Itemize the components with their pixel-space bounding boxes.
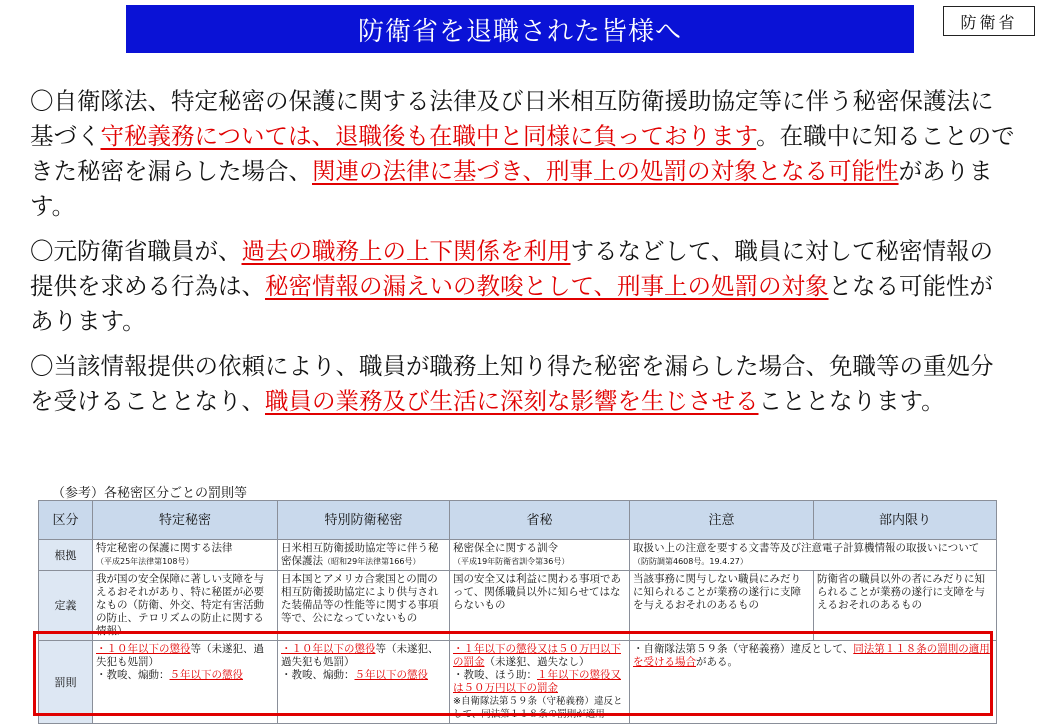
column-header: 注意 [630,501,814,540]
cell-text: （未遂犯、過失なし） [484,656,590,668]
page-title: 防衛省を退職された皆様へ [357,16,682,47]
cell-note: （平成19年防衛省訓令第36号） [453,557,570,566]
paragraph-text: 〇当該情報提供の依頼により、職員が職務上知り得た秘密を漏らした場合、免職等の重処分を受けることとなり、 [30,352,994,415]
table-cell: 国の安全又は利益に関わる事項であって、関係職員以外に知らせてはならないもの [450,571,630,641]
table-cell: 我が国の安全保障に著しい支障を与えるおそれがあり、特に秘匿が必要なもの（防衛、外交、特定有害活動の防止、テロリズムの防止に関する情報） [93,571,278,641]
paragraph-text: こととなります。 [758,387,945,415]
page-title-banner [126,5,914,53]
column-header: 省秘 [450,501,630,540]
paragraph-consequences [30,349,1015,419]
cell-text: 日米相互防衛援助協定等に伴う秘密保護法 [281,542,439,567]
table-cell [278,641,450,724]
cell-text: 秘密保全に関する訓令 [453,542,558,554]
table-cell: 当該事務に関与しない職員にみだりに知られることが業務の遂行に支障を与えるおそれのあるもの [630,571,814,641]
notice-body [30,84,1015,429]
row-header: 根拠 [39,540,93,571]
cell-note: （平成25年法律第108号） [96,557,194,566]
penalty-text: ５年以下の懲役 [354,669,428,681]
table-cell [93,641,278,724]
emphasis-text: 関連の法律に基づき、刑事上の処罰の対象となる可能性 [312,157,899,185]
penalty-text: １年以下の懲役又は５０万円以下の罰金 [453,669,621,694]
cell-note: （昭和29年法律第166号） [323,557,421,566]
paragraph-text: となる可能性があります。 [30,272,994,335]
table-cell [630,641,997,724]
paragraph-text: があります。 [30,157,993,220]
cell-text: 特定秘密の保護に関する法律 [96,542,233,554]
table-caption: （参考）各秘密区分ごとの罰則等 [52,486,248,501]
cell-text: ・教唆、ほう助： [453,669,537,681]
column-header: 区分 [39,501,93,540]
row-header: 罰則 [39,641,93,724]
penalty-text: ・１０年以下の懲役 [96,643,191,655]
cell-text: がある。 [696,656,738,668]
emphasis-text: 職員の業務及び生活に深刻な影響を生じさせる [265,387,759,415]
cell-note: （防防調第4608号。19.4.27） [633,557,748,566]
row-header: 定義 [39,571,93,641]
emphasis-text: 秘密情報の漏えいの教唆として、刑事上の処罰の対象 [265,272,829,300]
cell-text: ・自衛隊法第５９条（守秘義務）違反として、 [633,643,854,655]
penalty-text: ・１０年以下の懲役 [281,643,376,655]
table-cell [450,540,630,571]
table-cell [93,540,278,571]
paragraph-former-staff [30,234,1015,339]
column-header: 特別防衛秘密 [278,501,450,540]
cell-text: 等（未遂犯、過失犯も処罰） [281,643,439,668]
penalty-text: ・１年以下の懲役又は５０万円以下の罰金 [453,643,621,668]
penalty-text: ５年以下の懲役 [169,669,243,681]
paragraph-text: 。在職中に知ることのできた秘密を漏らした場合、 [30,122,1015,185]
cell-text: ・教唆、煽動： [96,669,170,681]
table-row-penalty [39,641,997,724]
cell-text: 取扱い上の注意を要する文書等及び注意電子計算機情報の取扱いについて [633,542,980,554]
table-cell [278,540,450,571]
column-header: 部内限り [814,501,997,540]
secret-classification-table [38,500,997,724]
paragraph-confidentiality [30,84,1015,224]
emphasis-text: 過去の職務上の上下関係を利用 [241,237,571,265]
table-row-definition [39,571,997,641]
paragraph-text: 〇元防衛省職員が、 [30,237,242,265]
cell-note: ※自衛隊法第５９条（守秘義務）違反として、同法第１１８条の罰則が適用 [453,696,623,720]
table-cell [630,540,997,571]
column-header: 特定秘密 [93,501,278,540]
penalty-text: 同法第１１８条の罰則の適用を受ける場合 [633,643,990,668]
cell-text: 等（未遂犯、過失犯も処罰） [96,643,264,668]
cell-text: ・教唆、煽動： [281,669,355,681]
agency-label: 防衛省 [943,6,1035,36]
emphasis-text: 守秘義務については、退職後も在職中と同様に負っております [100,122,757,150]
table-header-row [39,501,997,540]
table-cell: 日本国とアメリカ合衆国との間の相互防衛援助協定により供与された装備品等の性能等に関する事項等で、公になっていないもの [278,571,450,641]
table-cell [450,641,630,724]
paragraph-text: 〇自衛隊法、特定秘密の保護に関する法律及び日米相互防衛援助協定等に伴う秘密保護法に基づく [30,87,994,150]
paragraph-text: するなどして、職員に対して秘密情報の提供を求める行為は、 [30,237,994,300]
table-cell: 防衛省の職員以外の者にみだりに知られることが業務の遂行に支障を与えるおそれのあるもの [814,571,997,641]
table-row-basis [39,540,997,571]
